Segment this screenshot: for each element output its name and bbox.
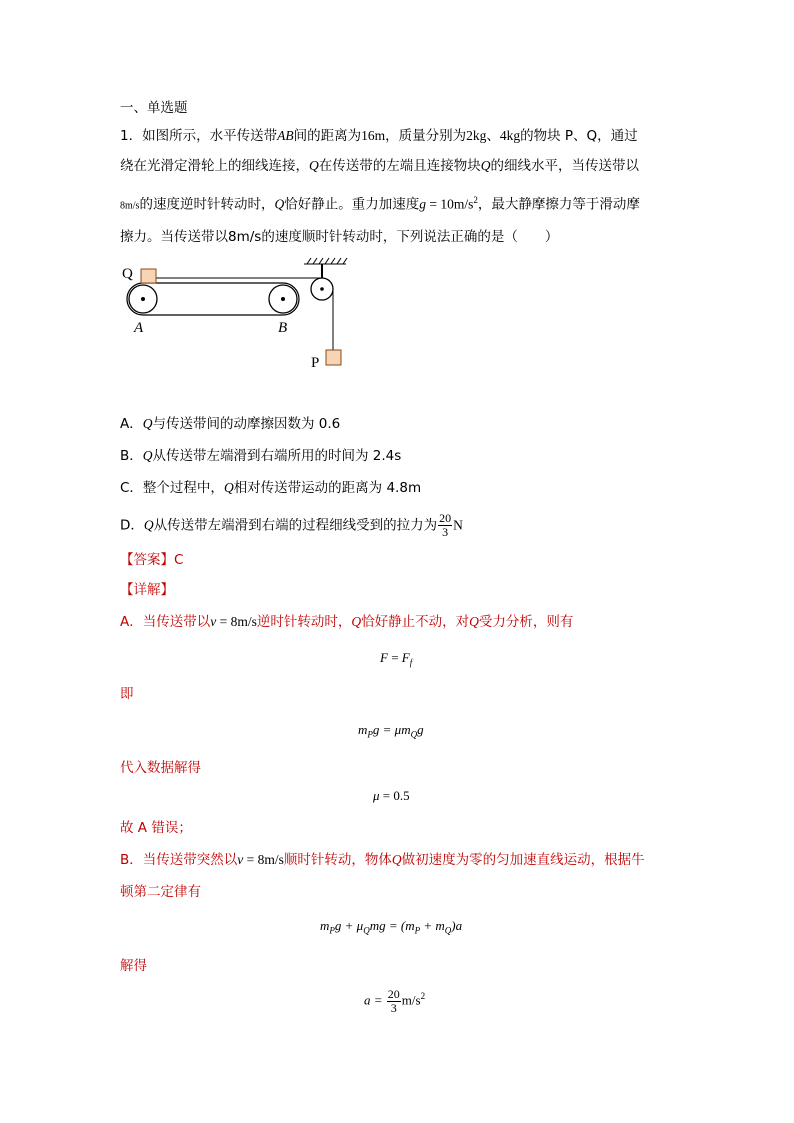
solution-a-line: A．当传送带以v = 8m/s逆时针转动时，Q恰好静止不动，对Q受力分析，则有 [120, 614, 574, 630]
solution-conclusion-a: 故 A 错误； [120, 820, 192, 836]
roller-a-axle [141, 297, 145, 301]
figure-label-q: Q [122, 266, 133, 282]
acceleration-fraction: $\frac{20}{3}$ [387, 987, 400, 1015]
figure-label-p: P [311, 355, 320, 371]
question-line-1: 1．如图所示，水平传送带AB间的距离为16m，质量分别为2kg、4kg的物块 P、Q，通过 [120, 128, 638, 144]
conveyor-figure [118, 254, 358, 374]
answer-line: 【答案】C [120, 552, 184, 568]
roller-b-axle [281, 297, 285, 301]
option-a: A．Q与传送带间的动摩擦因数为 0.6 [120, 416, 341, 432]
question-number: 1． [120, 128, 143, 144]
solution-jiede: 解得 [120, 958, 147, 974]
question-line-4: 擦力。当传送带以8m/s的速度顺时针转动时，下列说法正确的是（ ） [120, 229, 559, 245]
detail-label: 【详解】 [120, 582, 174, 598]
figure-label-b: B [278, 320, 288, 336]
block-q [141, 269, 156, 283]
answer-value: C [174, 552, 184, 568]
equation-newton: $m_Pg + \mu_Qmg = (m_P + m_Q)a$ [320, 918, 463, 936]
equation-acceleration: a = $\frac{20}{3}$ $m/s^2$ [364, 987, 426, 1015]
question-line-2: 绕在光滑定滑轮上的细线连接，Q在传送带的左端且连接物块Q的细线水平，当传送带以 [120, 158, 639, 174]
equation-f-balance: $F = F_f$ [380, 650, 413, 668]
solution-b-line-1: B．当传送带突然以v = 8m/s顺时针转动，物体Q做初速度为零的匀加速直线运动，根据牛 [120, 852, 645, 868]
question-line-3: 8m/s的速度逆时针转动时，Q恰好静止。重力加速度$g = 10m/s^2$，最大静摩擦力等于滑动摩 [120, 195, 640, 213]
solution-dairu: 代入数据解得 [120, 760, 201, 776]
option-d-fraction: $\frac{20}{3}$ [439, 511, 452, 539]
equation-mu: μ = 0.5 [373, 788, 410, 803]
section-title: 一、单选题 [120, 100, 188, 116]
option-b: B．Q从传送带左端滑到右端所用的时间为 2.4s [120, 448, 402, 464]
solution-b-line-2: 顿第二定律有 [120, 884, 201, 900]
solution-ji: 即 [120, 686, 134, 702]
block-p [326, 350, 341, 365]
equation-force-equal: $m_Pg = \mu m_Qg$ [358, 722, 424, 740]
option-c: C．整个过程中，Q相对传送带运动的距离为 4.8m [120, 480, 422, 496]
figure-label-a: A [134, 320, 144, 336]
pulley-axle [320, 287, 324, 291]
option-d: D．Q从传送带左端滑到右端的过程细线受到的拉力为 $\frac{20}{3}$ N [120, 511, 463, 539]
